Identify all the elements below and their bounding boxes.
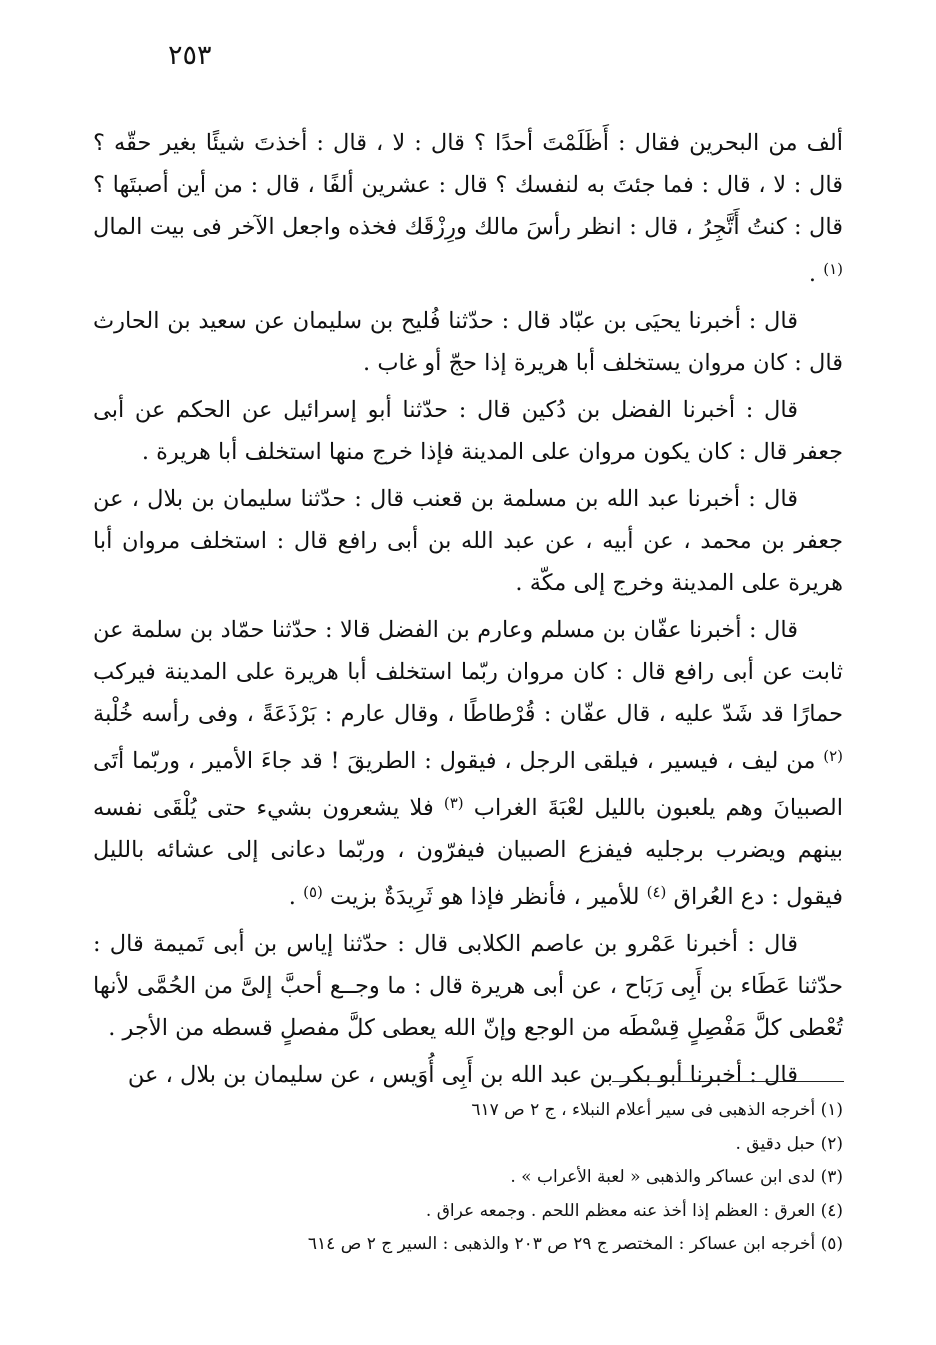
footnote-ref: (٥) [303, 883, 323, 901]
footnote-separator [612, 1081, 844, 1082]
text-run: . [808, 261, 824, 287]
text-run: قال : أخبرنا أبو بكر بن عبد الله بن أَبِى أُوَيس ، عن سليمان بن بلال ، عن [127, 1062, 798, 1088]
paragraph [93, 478, 843, 604]
text-run: . [288, 884, 304, 910]
footnote-ref: (١) [823, 260, 843, 278]
footnote-1: (١) أخرجه الذهبى فى سير أعلام النبلاء ، ج ٢ ص ٦١٧ [471, 1100, 843, 1120]
footnote-2: (٢) حبل دقيق . [735, 1133, 843, 1154]
footnote-ref: (٤) [646, 883, 667, 901]
text-run: قال : أخبرنا الفضل بن دُكين قال : حدّثنا أبو إسرائيل عن الحكم عن أبى جعفر قال : كان يكون مروان على المدينة فإذا خرج منها استخلف أبا هريرة . [93, 397, 843, 465]
footnote-5: (٥) أخرجه ابن عساكر : المختصر ج ٢٩ ص ٢٠٣ والذهبى : السير ج ٢ ص ٦١٤ [307, 1234, 843, 1254]
footnotes [93, 1094, 843, 1262]
paragraph [93, 122, 843, 295]
page-number: ٢٥٣ [168, 40, 212, 71]
paragraph [93, 389, 843, 473]
footnote-4: (٤) العرق : العظم إذا أخذ عنه معظم اللحم . وجمعه عراق . [425, 1200, 843, 1221]
footnote-3: (٣) لدى ابن عساكر والذهبى « لعبة الأعراب » . [510, 1167, 843, 1187]
paragraph [93, 1054, 843, 1096]
text-run: للأمير ، فأنظر فإذا هو ثَرِيدَةٌ بزيت [322, 884, 647, 910]
main-text [93, 122, 843, 1101]
footnote-ref: (٣) [443, 794, 464, 812]
footnote-ref: (٢) [823, 747, 843, 765]
text-run: ألف من البحرين فقال : أَظَلَمْتَ أحدًا ؟ قال : لا ، قال : أخذتَ شيئًا بغير حقّه ؟ قال : لا ، قال : فما جئتَ به لنفسك ؟ قال : عشرين ألفًا ، قال : من أين أصبتَها ؟ قال : كنتُ أَتَّجِرُ ، قال : انظر رأسَ مالك ورِزْقَك فخذه واجعل الآخر فى بيت المال [93, 130, 843, 240]
text-run: قال : أخبرنا عبد الله بن مسلمة بن قعنب قال : حدّثنا سليمان بن بلال ، عن جعفر بن محمد ، عن أبيه ، عن عبد الله بن أبى رافع قال : استخلف مروان أبا هريرة على المدينة وخرج إلى مكّة . [93, 486, 843, 596]
text-run: قال : أخبرنا عفّان بن مسلم وعارم بن الفضل قالا : حدّثنا حمّاد بن سلمة عن ثابت عن أبى رافع قال : كان مروان ربّما استخلف أبا هريرة على المدينة فيركب حمارًا قد شَدّ عليه ، قال عفّان : قُرْطاطًا ، وقال عارم : بَرْذَعَةً ، وفى رأسه خُلْبة [93, 617, 843, 727]
text-run: فلا يشعرون بشيء حتى يُلْقَى نفسه بينهم ويضرب برجليه فيفزع الصبيان فيفرّون ، وربّما دعانى إلى عشائه بالليل فيقول : دع العُراق [93, 795, 843, 910]
paragraph [93, 923, 843, 1049]
text-run: من ليف ، فيسير ، فيلقى الرجل ، فيقول : الطريقَ ! قد جاءَ الأمير ، وربّما أتَى الصبيانَ وهم يلعبون بالليل لعْبَةَ الغراب [93, 748, 843, 821]
text-run: قال : أخبرنا عَمْرو بن عاصم الكلابى قال : حدّثنا إياس بن أبى تَميمة قال : حدّثنا عَطَاء بن أَبِى رَبَاح ، عن أبى هريرة قال : ما وجــع أحبَّ إلىَّ من الحُمَّى لأنها تُعْطى كلَّ مَفْصِلٍ قِسْطَه من الوجع وإنّ الله يعطى كلَّ مفصلٍ قسطه من الأجر . [93, 931, 843, 1041]
text-run: قال : أخبرنا يحيَى بن عبّاد قال : حدّثنا فُليح بن سليمان عن سعيد بن الحارث قال : كان مروان يستخلف أبا هريرة إذا حجّ أو غاب . [93, 308, 843, 376]
paragraph [93, 300, 843, 384]
paragraph [93, 609, 843, 918]
